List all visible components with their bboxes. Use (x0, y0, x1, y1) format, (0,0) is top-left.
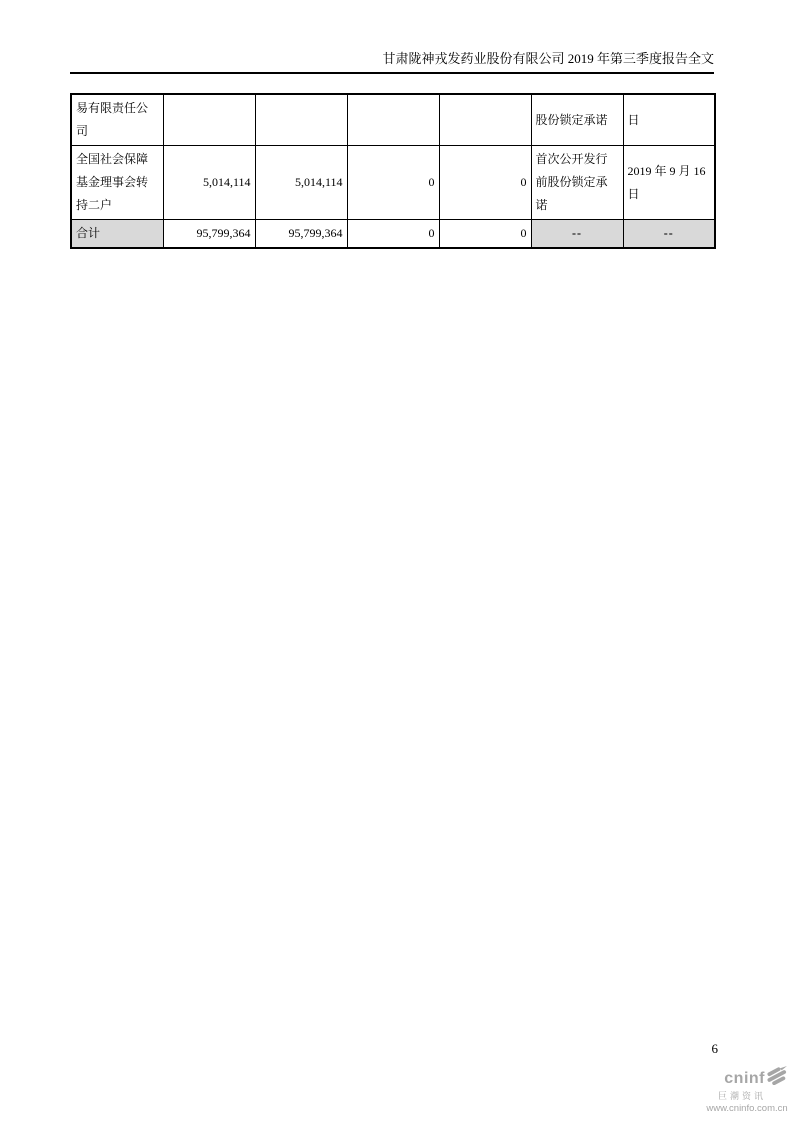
cell-total-value: 95,799,364 (255, 220, 347, 249)
table-row (71, 94, 715, 146)
cninfo-chinese-name: 巨潮资讯 (717, 1091, 766, 1101)
cell-value (163, 94, 255, 146)
cninfo-logo (703, 1069, 791, 1114)
cell-value: 5,014,114 (255, 146, 347, 220)
header-rule (70, 72, 714, 74)
cninfo-logo-wordmark (703, 1069, 791, 1089)
cell-value: 0 (439, 146, 531, 220)
table-row (71, 146, 715, 220)
cell-dash: -- (531, 220, 623, 249)
cninfo-url: www.cninfo.com.cn (706, 1103, 788, 1114)
page-header-title: 甘肃陇神戎发药业股份有限公司 2019 年第三季度报告全文 (382, 51, 714, 66)
cell-release-date: 2019 年 9 月 16 日 (623, 146, 715, 220)
cell-value: 0 (347, 146, 439, 220)
table-total-row (71, 220, 715, 249)
cell-total-value: 0 (439, 220, 531, 249)
cell-release-date: 日 (623, 94, 715, 146)
cell-value (439, 94, 531, 146)
cell-value: 5,014,114 (163, 146, 255, 220)
cninfo-swirl-icon (766, 1066, 787, 1089)
cninfo-brand-text: cninf (724, 1070, 765, 1087)
shareholder-lockup-table (70, 93, 716, 249)
cell-lockup-reason: 首次公开发行前股份锁定承诺 (531, 146, 623, 220)
cell-total-value: 95,799,364 (163, 220, 255, 249)
page-number: 6 (711, 1041, 718, 1056)
cell-dash: -- (623, 220, 715, 249)
cell-value (255, 94, 347, 146)
cell-value (347, 94, 439, 146)
cell-shareholder-name: 全国社会保障基金理事会转持二户 (71, 146, 163, 220)
cell-shareholder-name: 易有限责任公司 (71, 94, 163, 146)
cell-total-label: 合计 (71, 220, 163, 249)
cell-lockup-reason: 股份锁定承诺 (531, 94, 623, 146)
cell-total-value: 0 (347, 220, 439, 249)
